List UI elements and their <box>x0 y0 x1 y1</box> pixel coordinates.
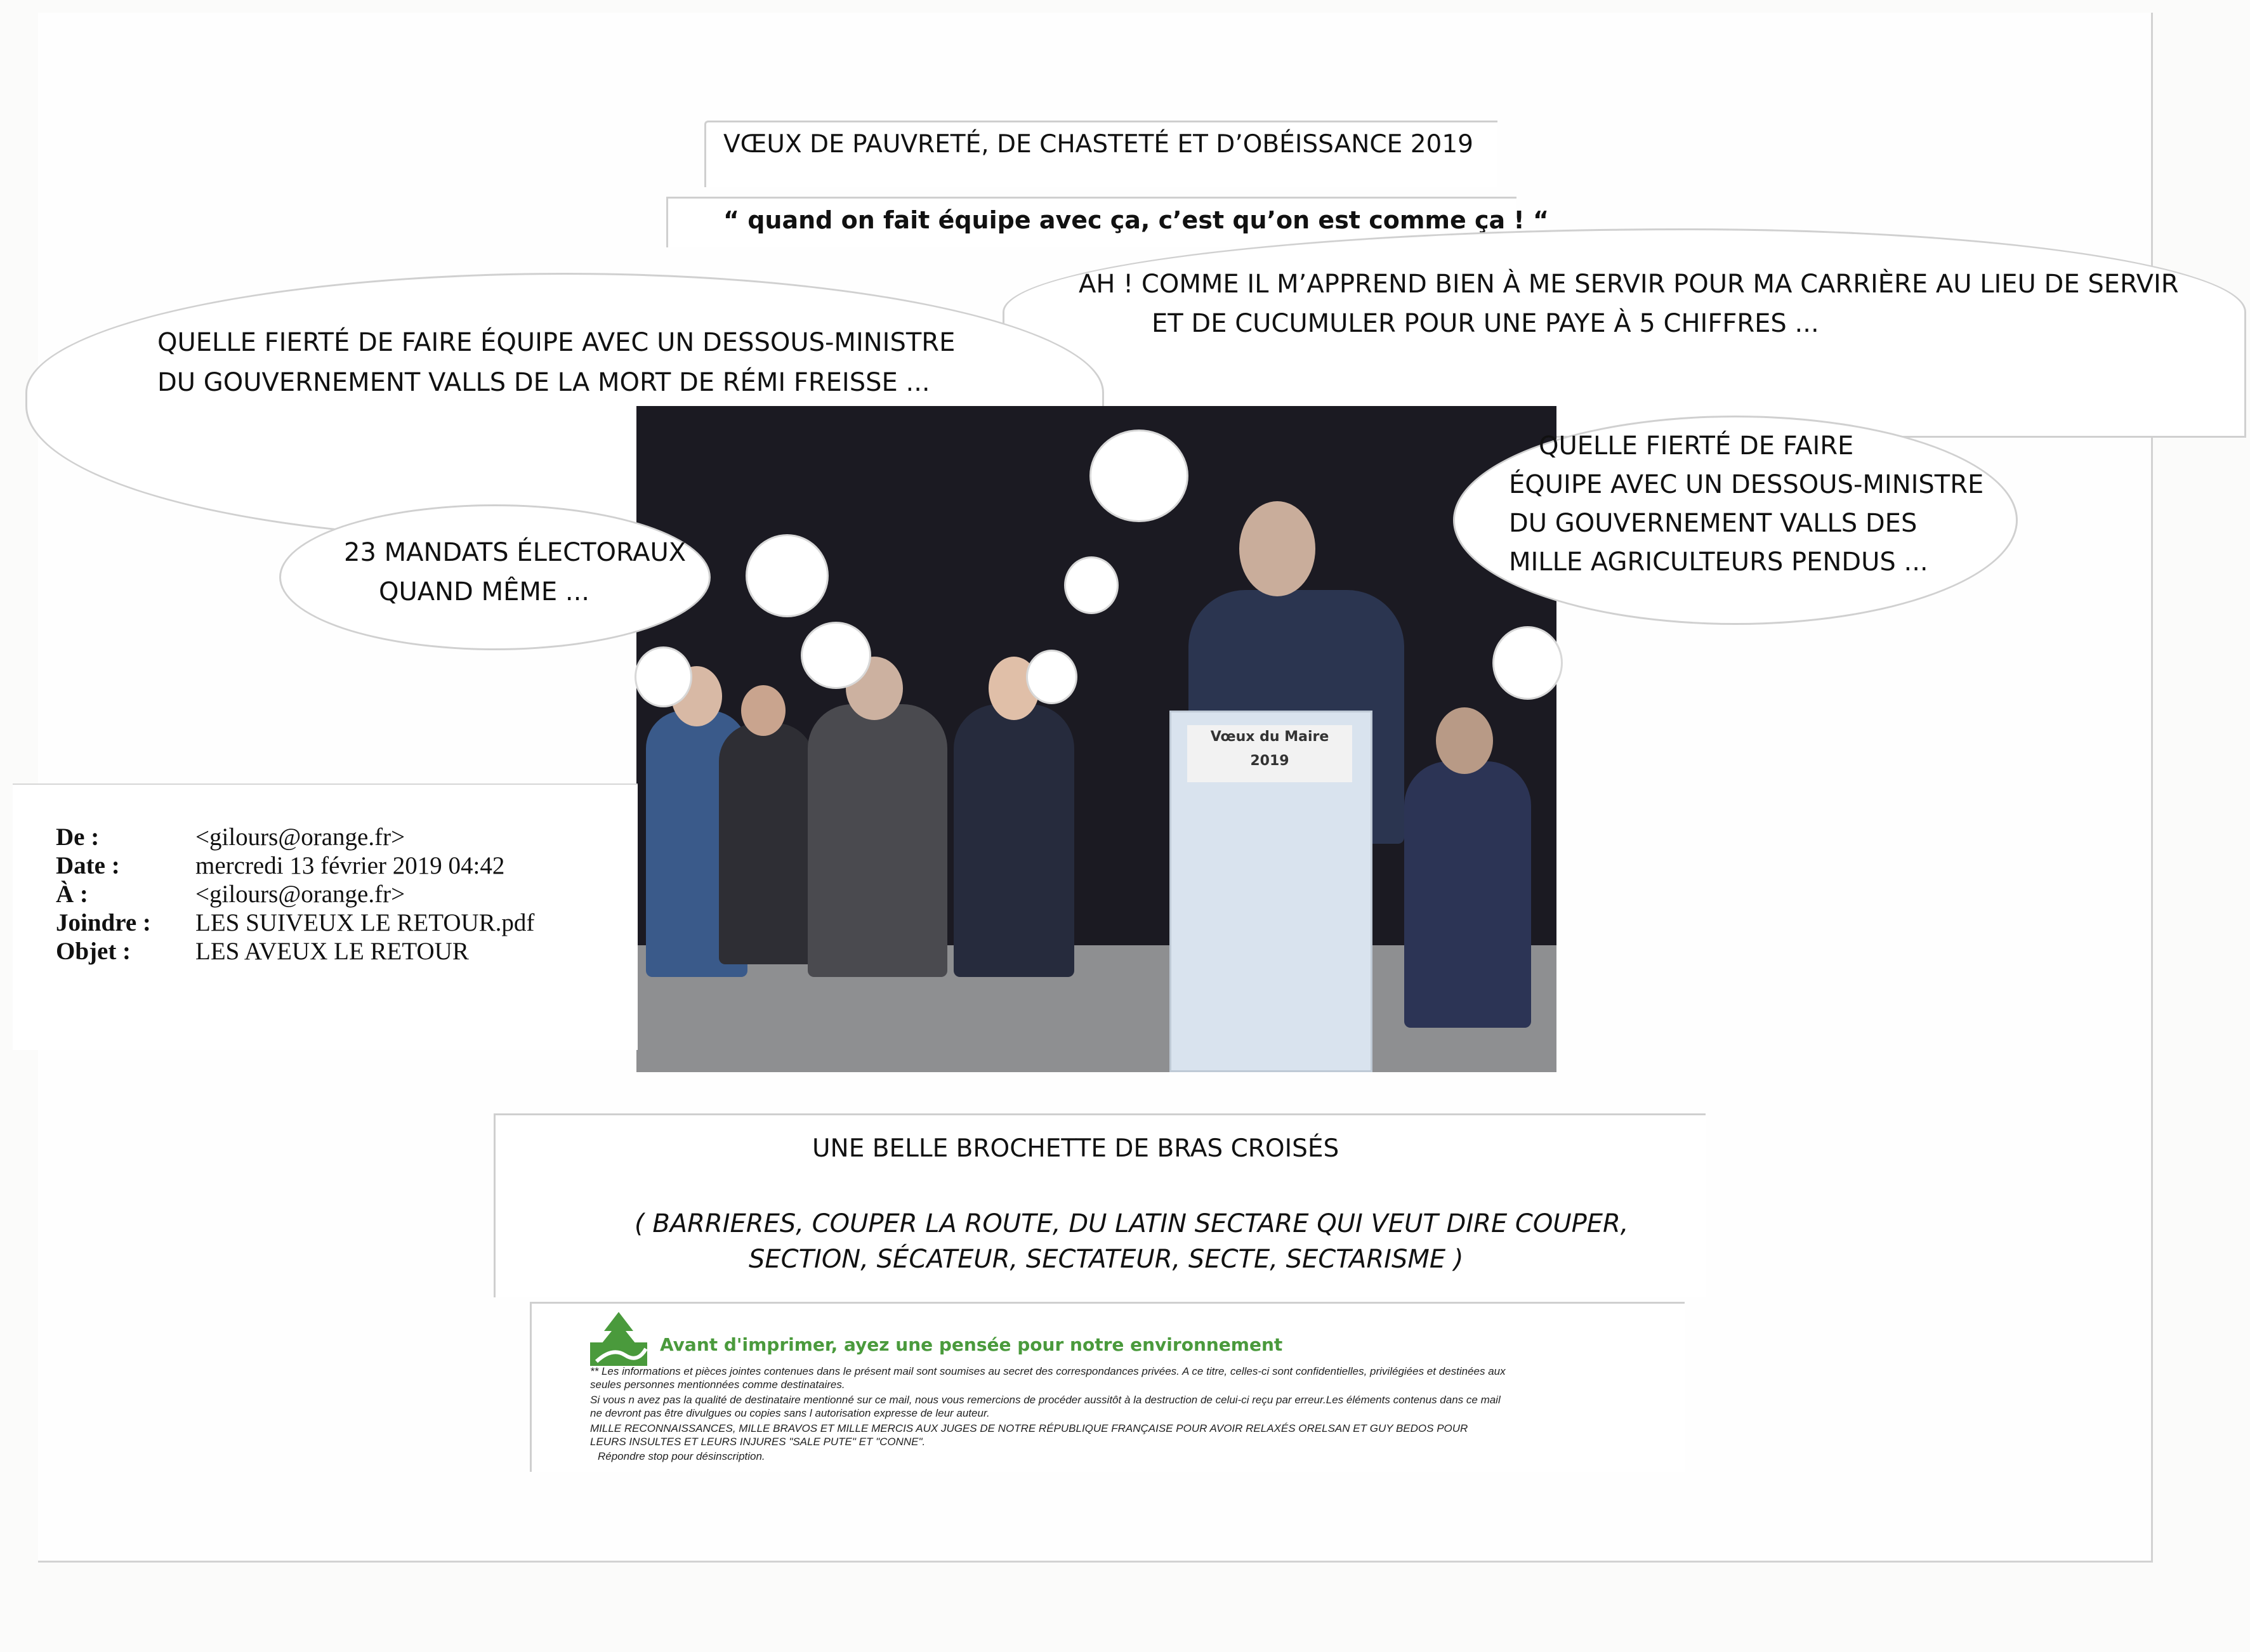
disclaimer-line-6: LEURS INSULTES ET LEURS INJURES "SALE PUTE" ET "CONNE". <box>590 1436 926 1448</box>
bubble-right-line2: ÉQUIPE AVEC UN DESSOUS-MINISTRE <box>1509 470 1984 499</box>
bubble-middle-left-line1: 23 MANDATS ÉLECTORAUX <box>344 538 687 567</box>
lectern-sign-line2: 2019 <box>1250 753 1289 769</box>
bubble-right-line3: DU GOUVERNEMENT VALLS DES <box>1509 509 1918 538</box>
seated-person-5 <box>1404 761 1531 1028</box>
seated-person-2-head <box>741 685 786 736</box>
tree-icon <box>590 1312 647 1366</box>
bubble-right-line4: MILLE AGRICULTEURS PENDUS ... <box>1509 547 1928 577</box>
seated-person-3 <box>808 704 947 977</box>
cloud-puff-1 <box>1091 431 1187 520</box>
cloud-puff-3 <box>1066 558 1117 612</box>
disclaimer-line-5: MILLE RECONNAISSANCES, MILLE BRAVOS ET MILLE MERCIS AUX JUGES DE NOTRE RÉPUBLIQUE FRANÇAISE POUR AVOIR RELAXÉS ORELSAN ET GUY BEDOS POUR <box>590 1422 1468 1434</box>
bubble-middle-left-line2: QUAND MÊME ... <box>379 577 589 606</box>
bubble-top-right-line1: AH ! COMME IL M’APPREND BIEN À ME SERVIR POUR MA CARRIÈRE AU LIEU DE SERVIR <box>1079 270 2179 299</box>
seated-person-2 <box>719 723 814 964</box>
cloud-puff-5 <box>1028 652 1076 702</box>
disclaimer-line-3: Si vous n avez pas la qualité de destinataire mentionné sur ce mail, nous vous remercions de procéder aussitôt à la destruction de celui-ci reçu par erreur.Les éléments contenus dans ce mail <box>590 1394 1501 1406</box>
lectern-sign <box>1187 725 1352 782</box>
header-quote: “ quand on fait équipe avec ça, c’est qu’on est comme ça ! “ <box>723 206 1549 234</box>
cloud-puff-6 <box>636 648 690 705</box>
disclaimer-line-2: seules personnes mentionnées comme destinataires. <box>590 1379 845 1391</box>
email-to-label: À : <box>56 881 88 908</box>
bubble-top-left-line2: DU GOUVERNEMENT VALLS DE LA MORT DE RÉMI FREISSE ... <box>157 368 930 397</box>
event-photo <box>636 406 1556 1072</box>
email-attach-value: LES SUIVEUX LE RETOUR.pdf <box>195 909 535 936</box>
cloud-puff-7 <box>1494 628 1561 698</box>
lectern-sign-line1: Vœux du Maire <box>1210 729 1329 745</box>
caption-line1: ( BARRIERES, COUPER LA ROUTE, DU LATIN SECTARE QUI VEUT DIRE COUPER, <box>635 1209 1629 1238</box>
bubble-right-line1: QUELLE FIERTÉ DE FAIRE <box>1539 431 1854 461</box>
seated-person-4 <box>954 704 1074 977</box>
email-date-value: mercredi 13 février 2019 04:42 <box>195 852 505 879</box>
caption-line2: SECTION, SÉCATEUR, SECTATEUR, SECTE, SECTARISME ) <box>749 1245 1464 1274</box>
speaker-head <box>1239 501 1315 596</box>
email-attach-label: Joindre : <box>56 909 151 936</box>
disclaimer-line-4: ne devront pas être divulgues ou copies sans l autorisation expresse de leur auteur. <box>590 1407 990 1419</box>
cloud-puff-4 <box>803 624 869 687</box>
email-subject-value: LES AVEUX LE RETOUR <box>195 938 469 965</box>
email-from-label: De : <box>56 823 100 851</box>
email-to-value: <gilours@orange.fr> <box>195 881 405 908</box>
email-date-label: Date : <box>56 852 120 879</box>
email-from-value: <gilours@orange.fr> <box>195 823 405 851</box>
disclaimer-line-7: Répondre stop pour désinscription. <box>598 1450 765 1462</box>
bubble-top-right-line2: ET DE CUCUMULER POUR UNE PAYE À 5 CHIFFRES ... <box>1152 309 1819 338</box>
cloud-puff-2 <box>747 536 827 615</box>
seated-person-5-head <box>1436 707 1493 774</box>
lectern <box>1169 711 1372 1072</box>
email-subject-label: Objet : <box>56 938 131 965</box>
bubble-top-left-line1: QUELLE FIERTÉ DE FAIRE ÉQUIPE AVEC UN DESSOUS-MINISTRE <box>157 328 956 357</box>
disclaimer-line-1: ** Les informations et pièces jointes contenues dans le présent mail sont soumises au secret des correspondances privées. A ce titre, celles-ci sont confidentielles, privilégiées et destinées aux <box>590 1365 1506 1377</box>
page-title: VŒUX DE PAUVRETÉ, DE CHASTETÉ ET D’OBÉISSANCE 2019 <box>723 130 1473 159</box>
caption-title: UNE BELLE BROCHETTE DE BRAS CROISÉS <box>812 1134 1339 1163</box>
eco-message: Avant d'imprimer, ayez une pensée pour notre environnement <box>660 1334 1283 1355</box>
